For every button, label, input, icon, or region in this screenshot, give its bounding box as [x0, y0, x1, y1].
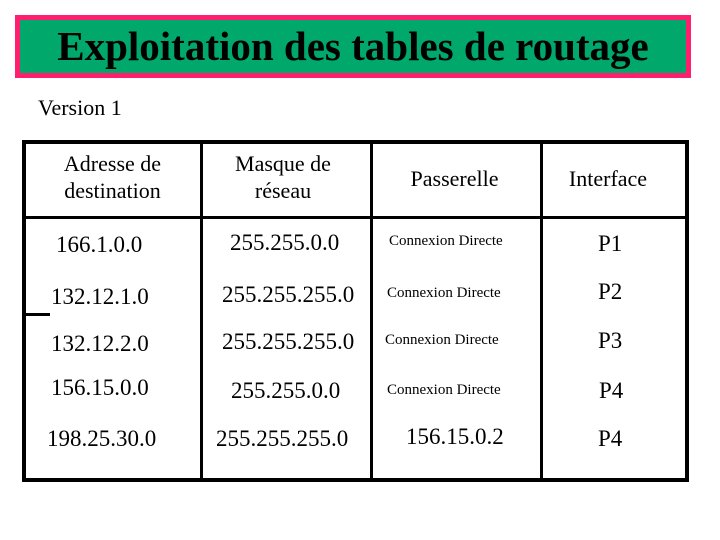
slide-title: Exploitation des tables de routage	[57, 23, 649, 69]
destination-cell: 132.12.1.0	[51, 284, 149, 309]
interface-cell: P1	[598, 231, 623, 256]
title-banner	[15, 15, 691, 78]
row-divider-stub	[22, 313, 50, 316]
destination-cell: 156.15.0.0	[51, 375, 149, 400]
interface-cell: P4	[599, 378, 624, 403]
destination-cell: 166.1.0.0	[56, 232, 143, 257]
mask-cell: 255.255.255.0	[216, 426, 349, 451]
gateway-cell: Connexion Directe	[385, 332, 499, 348]
header-destination-line2: destination	[64, 178, 161, 203]
gateway-cell: 156.15.0.2	[406, 424, 504, 449]
interface-cell: P3	[598, 328, 623, 353]
gateway-cell: Connexion Directe	[389, 233, 503, 249]
header-divider	[22, 216, 689, 219]
gateway-cell: Connexion Directe	[387, 285, 501, 301]
gateway-cell: Connexion Directe	[387, 382, 501, 398]
interface-cell: P2	[598, 279, 623, 304]
mask-cell: 255.255.255.0	[222, 329, 355, 354]
header-gateway: Passerelle	[410, 166, 499, 191]
header-mask-line1: Masque de	[235, 151, 331, 176]
mask-cell: 255.255.0.0	[231, 378, 341, 403]
column-divider	[540, 140, 543, 482]
mask-cell: 255.255.0.0	[230, 230, 340, 255]
header-interface: Interface	[568, 166, 648, 191]
mask-cell: 255.255.255.0	[222, 282, 355, 307]
interface-cell: P4	[598, 426, 623, 451]
column-divider	[200, 140, 203, 482]
header-mask-line2: réseau	[254, 178, 312, 203]
version-label: Version 1	[38, 95, 122, 120]
destination-cell: 198.25.30.0	[47, 426, 157, 451]
column-divider	[370, 140, 373, 482]
header-destination-line1: Adresse de	[63, 151, 162, 176]
destination-cell: 132.12.2.0	[51, 331, 149, 356]
